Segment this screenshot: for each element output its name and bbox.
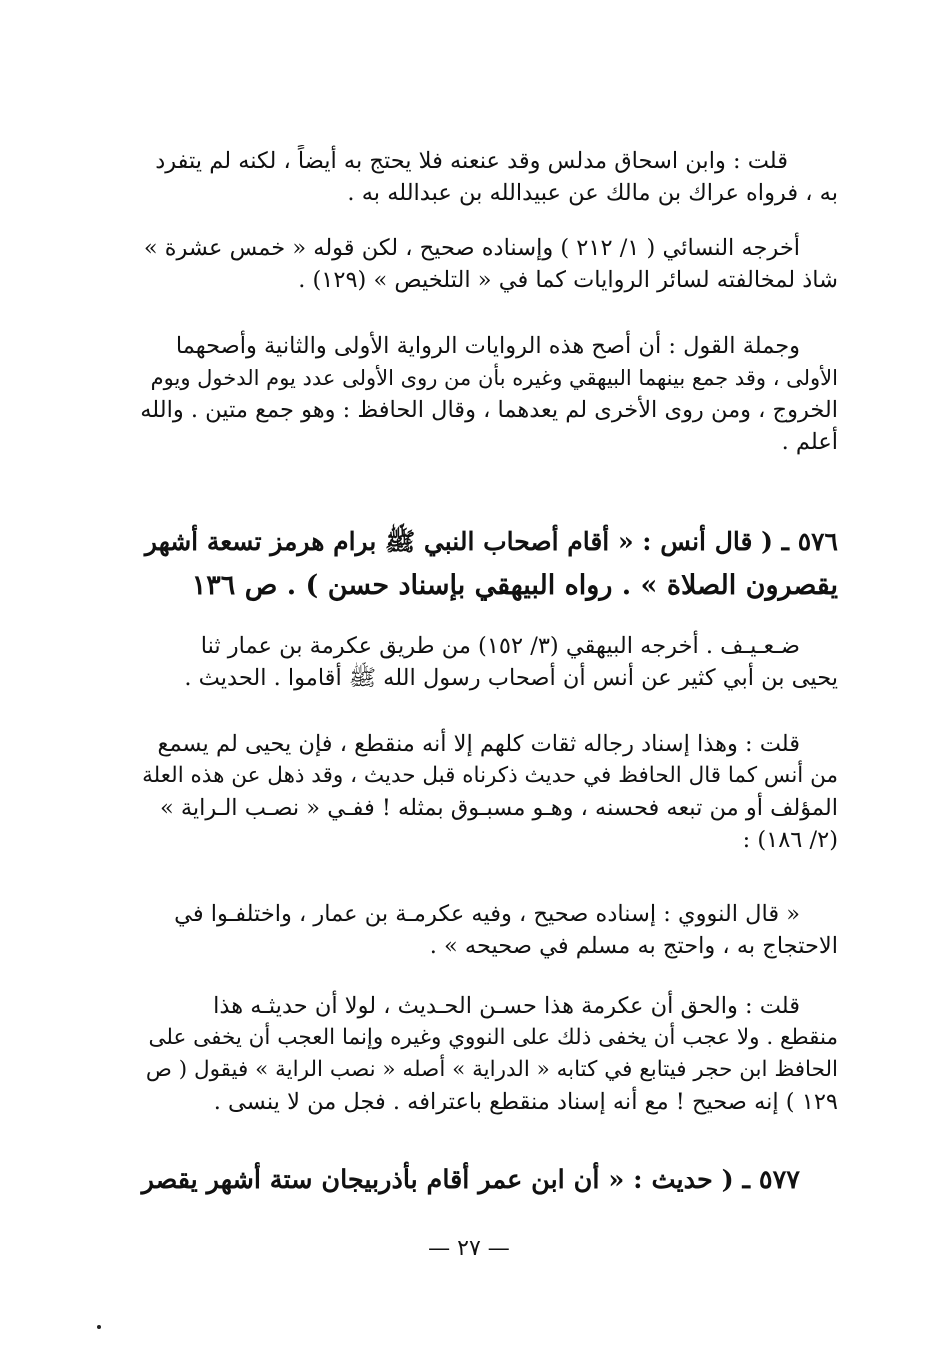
hadith-576-heading xyxy=(138,520,838,608)
text-line: منقطع . ولا عجب أن يخفى ذلك على النووي وغيره وإنما العجب أن يخفى على xyxy=(148,1025,838,1050)
text-line: الأولى ، وقد جمع بينهما البيهقي وغيره بأن من روى الأولى عدد يوم الدخول ويوم xyxy=(150,366,838,390)
paragraph-summary xyxy=(138,330,838,458)
text-line: يحيى بن أبي كثير عن أنس أن أصحاب رسول الله ﷺ أقاموا . الحديث . xyxy=(184,665,838,691)
text-line: يقصرون الصلاة » . رواه البيهقي بإسناد حسن ) . ص ١٣٦ xyxy=(191,570,838,601)
paragraph-nasai-source xyxy=(138,232,838,296)
text-line: قلت : وهذا إسناد رجاله ثقات كلهم إلا أنه منقطع ، فإن يحيى لم يسمع xyxy=(157,731,800,757)
text-line: « قال النووي : إسناده صحيح ، وفيه عكرمـة بن عمار ، واختلفـوا في xyxy=(174,901,800,927)
text-line: ٥٧٧ ـ ( حديث : « أن ابن عمر أقام بأذربيجان ستة أشهر يقصر xyxy=(141,1165,800,1195)
paragraph-isnad-discussion xyxy=(138,728,838,856)
text-line: ١٢٩ ) إنه صحيح ! مع أنه إسناد منقطع باعترافه . فجل من لا ينسى . xyxy=(213,1089,838,1115)
text-line: الاحتجاج به ، واحتج به مسلم في صحيحه » . xyxy=(429,933,838,959)
text-line: ضـعـيـف . أخرجه البيهقي (٣/ ١٥٢) من طريق عكرمة بن عمار ثنا xyxy=(200,633,800,659)
text-line: شاذ لمخالفته لسائر الروايات كما في « التلخيص » (١٢٩) . xyxy=(298,267,838,293)
text-line: وجملة القول : أن أصح هذه الروايات الرواية الأولى والثانية وأصحهما xyxy=(175,333,800,359)
paragraph-grading-daeef xyxy=(138,630,838,694)
text-line: قلت : والحق أن عكرمة هذا حسـن الحـديث ، لولا أن حديثـه هذا xyxy=(213,993,800,1019)
paragraph-note-ibn-ishaq xyxy=(138,145,838,209)
text-line: أخرجه النسائي ( ١/ ٢١٢ ) وإسناده صحيح ، لكن قوله « خمس عشرة » xyxy=(143,235,800,261)
paragraph-nawawi-quote xyxy=(138,898,838,962)
text-line: من أنس كما قال الحافظ في حديث ذكرناه قبل حديث ، وقد ذهل عن هذه العلة xyxy=(142,763,838,788)
text-line: الخروج ، ومن روى الأخرى لم يعدهما ، وقال الحافظ : وهو جمع متين . والله xyxy=(140,397,838,423)
text-line: ٥٧٦ ـ ( قال أنس : « أقام أصحاب النبي ﷺ برام هرمز تسعة أشهر xyxy=(144,527,838,556)
text-line: المؤلف أو من تبعه فحسنه ، وهـو مسبـوق بمثله ! ففـي « نصـب الـراية » xyxy=(159,795,838,821)
text-line: (٢/ ١٨٦) : xyxy=(742,827,838,853)
page-number: — ٢٧ — xyxy=(428,1236,510,1261)
scan-speck xyxy=(97,1325,101,1329)
paragraph-conclusion xyxy=(138,990,838,1118)
hadith-577-heading xyxy=(138,1158,838,1202)
text-line: الحافظ ابن حجر فيتابع في كتابه « الدراية » أصله « نصب الراية » فيقول ( ص xyxy=(145,1057,838,1082)
text-line: به ، فرواه عراك بن مالك عن عبيدالله بن عبدالله به . xyxy=(347,180,838,206)
text-line: أعلم . xyxy=(781,429,838,455)
text-line: قلت : وابن اسحاق مدلس وقد عنعنه فلا يحتج به أيضاً ، لكنه لم يتفرد xyxy=(155,148,788,174)
